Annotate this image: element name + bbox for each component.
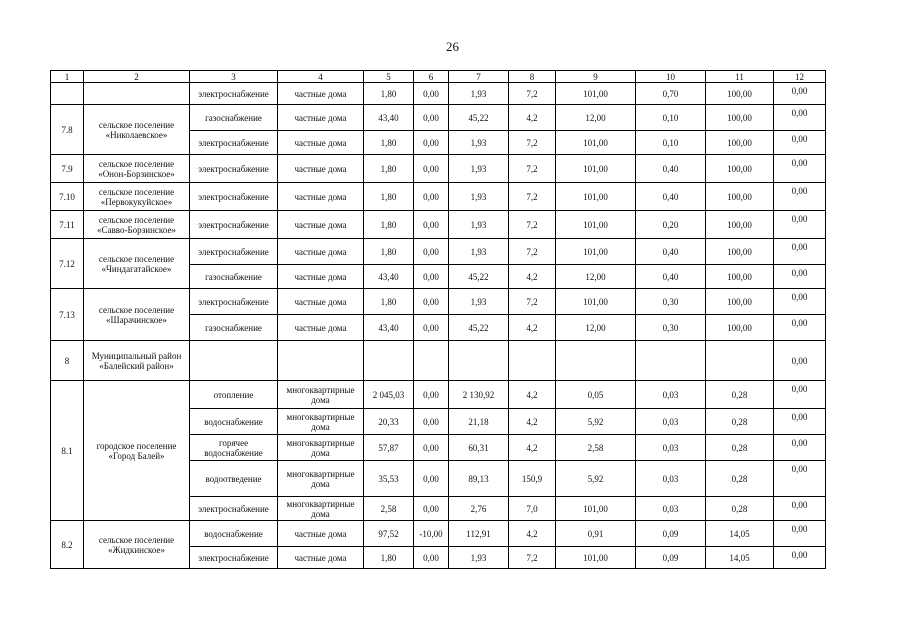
table-cell: 1,93 [449,239,509,265]
table-cell: 45,22 [449,105,509,131]
table-cell: частные дома [278,131,364,155]
table-cell: частные дома [278,83,364,105]
table-cell: 0,91 [556,521,636,547]
table-cell: 14,05 [706,547,774,569]
table-cell: 45,22 [449,315,509,341]
table-cell: 7,0 [509,497,556,521]
table-cell: 0,00 [774,289,826,315]
table-cell: частные дома [278,155,364,183]
table-cell: 100,00 [706,265,774,289]
table-cell [364,341,414,381]
table-cell: 0,28 [706,497,774,521]
table-cell: горячее водоснабжение [190,435,278,461]
table-cell: 0,03 [636,461,706,497]
table-cell: 2 045,03 [364,381,414,409]
settlement-name-cell: сельское поселение «Первокукуйское» [84,183,190,211]
row-number-cell: 8.2 [51,521,84,569]
table-cell: 14,05 [706,521,774,547]
table-row [51,155,826,183]
table-cell: электроснабжение [190,211,278,239]
table-cell: частные дома [278,315,364,341]
table-cell: 0,00 [414,435,449,461]
table-cell: 0,00 [774,239,826,265]
table-cell: многоквартирные дома [278,497,364,521]
table-cell [278,341,364,381]
page-number: 26 [446,39,459,54]
table-cell: 1,80 [364,239,414,265]
table-cell: 0,40 [636,155,706,183]
table-cell: 2,58 [556,435,636,461]
row-number-cell: 7.10 [51,183,84,211]
table-cell: 43,40 [364,265,414,289]
table-cell: 101,00 [556,83,636,105]
table-cell: 0,03 [636,435,706,461]
table-cell: 0,03 [636,381,706,409]
table-row [51,521,826,547]
table-cell: 0,28 [706,435,774,461]
table-cell: 43,40 [364,315,414,341]
table-cell: 1,93 [449,83,509,105]
table-cell: 0,00 [774,521,826,547]
table-cell: 0,40 [636,183,706,211]
row-number-cell: 8 [51,341,84,381]
table-cell: 7,2 [509,155,556,183]
table-cell: 1,93 [449,131,509,155]
column-header: 1 [51,71,84,83]
table-cell: 1,93 [449,289,509,315]
table-cell [509,341,556,381]
table-cell: 101,00 [556,155,636,183]
table-cell: электроснабжение [190,183,278,211]
table-cell: 0,00 [774,211,826,239]
row-number-cell: 7.9 [51,155,84,183]
table-cell: 0,30 [636,289,706,315]
table-cell: 0,00 [774,409,826,435]
table-cell [706,341,774,381]
table-cell: многоквартирные дома [278,409,364,435]
column-header: 10 [636,71,706,83]
table-cell: 0,00 [774,461,826,497]
table-cell: 0,00 [774,381,826,409]
table-cell: 0,00 [414,183,449,211]
table-cell: 0,00 [414,547,449,569]
table-cell: 100,00 [706,211,774,239]
table-cell: 0,10 [636,105,706,131]
table-cell: газоснабжение [190,315,278,341]
table-cell: многоквартирные дома [278,381,364,409]
table-cell: 0,28 [706,461,774,497]
table-cell: 20,33 [364,409,414,435]
settlement-name-cell: сельское поселение «Чиндагатайское» [84,239,190,289]
table-cell: 0,00 [414,461,449,497]
table-cell: 100,00 [706,183,774,211]
table-cell: водоотведение [190,461,278,497]
table-cell [449,341,509,381]
table-cell: 101,00 [556,289,636,315]
table-cell: 0,00 [414,409,449,435]
row-number-cell: 7.12 [51,239,84,289]
table-cell: газоснабжение [190,105,278,131]
table-cell: 43,40 [364,105,414,131]
table-cell: 1,93 [449,155,509,183]
table-cell: 0,28 [706,381,774,409]
table-cell: 0,00 [414,265,449,289]
table-cell: 35,53 [364,461,414,497]
table-cell: 0,20 [636,211,706,239]
table-cell: 0,00 [414,105,449,131]
table-cell [636,341,706,381]
table-cell: 1,80 [364,211,414,239]
table-cell: электроснабжение [190,155,278,183]
table-cell: 150,9 [509,461,556,497]
table-cell: 89,13 [449,461,509,497]
table-cell: 0,00 [774,315,826,341]
table-cell: частные дома [278,211,364,239]
table-cell: 0,00 [774,155,826,183]
table-cell: частные дома [278,289,364,315]
table-cell: 45,22 [449,265,509,289]
settlement-name-cell: сельское поселение «Жидкинское» [84,521,190,569]
table-cell: 0,00 [774,105,826,131]
table-cell: 112,91 [449,521,509,547]
table-cell: 0,40 [636,265,706,289]
settlement-name-cell: сельское поселение «Савво-Борзинское» [84,211,190,239]
table-cell: 1,80 [364,83,414,105]
table-cell: 101,00 [556,239,636,265]
table-cell: 0,00 [774,265,826,289]
table-row [51,341,826,381]
table-cell: 0,30 [636,315,706,341]
table-cell: 2,58 [364,497,414,521]
table-cell: -10,00 [414,521,449,547]
table-cell: 0,03 [636,409,706,435]
table-cell: 100,00 [706,105,774,131]
table-cell: электроснабжение [190,547,278,569]
table-cell: 21,18 [449,409,509,435]
table-cell: 12,00 [556,315,636,341]
settlement-name-cell: сельское поселение «Шарачинское» [84,289,190,341]
table-cell: 4,2 [509,105,556,131]
table-cell: электроснабжение [190,131,278,155]
table-cell: 4,2 [509,435,556,461]
column-header: 7 [449,71,509,83]
table-cell: 1,93 [449,183,509,211]
table-cell: 100,00 [706,155,774,183]
table-cell: 0,05 [556,381,636,409]
table-cell: 1,80 [364,183,414,211]
table-cell: 100,00 [706,131,774,155]
table-cell: 0,00 [774,131,826,155]
table-cell: 4,2 [509,381,556,409]
row-number-cell: 7.13 [51,289,84,341]
table-row [51,211,826,239]
table-cell: 60,31 [449,435,509,461]
table-cell: многоквартирные дома [278,461,364,497]
table-cell: 0,28 [706,409,774,435]
table-cell: 4,2 [509,409,556,435]
column-header: 8 [509,71,556,83]
table-cell: частные дома [278,239,364,265]
table-cell: 7,2 [509,547,556,569]
table-cell: 100,00 [706,83,774,105]
table-cell: 4,2 [509,315,556,341]
table-cell: 0,09 [636,547,706,569]
table-cell: 7,2 [509,183,556,211]
table-cell: 4,2 [509,265,556,289]
table-cell: 101,00 [556,211,636,239]
table-cell: 97,52 [364,521,414,547]
table-cell: 0,00 [414,211,449,239]
column-header: 2 [84,71,190,83]
table-cell: 7,2 [509,131,556,155]
table-cell: 0,00 [414,381,449,409]
table-cell: 1,80 [364,131,414,155]
table-row [51,289,826,315]
table-cell: 1,80 [364,547,414,569]
table-cell: электроснабжение [190,239,278,265]
table-cell: 0,09 [636,521,706,547]
table-cell: 0,00 [414,315,449,341]
table-cell: 7,2 [509,289,556,315]
table-cell: 0,00 [774,547,826,569]
column-header: 12 [774,71,826,83]
table-cell: частные дома [278,265,364,289]
table-cell: 100,00 [706,289,774,315]
table-cell [414,341,449,381]
table-cell: электроснабжение [190,497,278,521]
settlement-name-cell: сельское поселение «Николаевское» [84,105,190,155]
table-cell: 0,03 [636,497,706,521]
table-cell: отопление [190,381,278,409]
settlement-name-cell: Муниципальный район «Балейский район» [84,341,190,381]
table-cell: 101,00 [556,183,636,211]
table-cell: 0,00 [774,435,826,461]
table-cell: водоснабжение [190,521,278,547]
table-cell: 57,87 [364,435,414,461]
table-cell: 101,00 [556,131,636,155]
table-cell: частные дома [278,521,364,547]
table-cell: частные дома [278,547,364,569]
table-cell: 7,2 [509,211,556,239]
column-header: 3 [190,71,278,83]
table-cell: частные дома [278,183,364,211]
table-cell: 0,00 [414,239,449,265]
table-cell: газоснабжение [190,265,278,289]
table-cell: 0,00 [414,131,449,155]
table-row [51,105,826,131]
settlement-name-cell: городское поселение «Город Балей» [84,381,190,521]
column-header: 9 [556,71,636,83]
table-cell: 1,80 [364,155,414,183]
table-row [51,83,826,105]
table-cell: 5,92 [556,409,636,435]
table-cell: 1,80 [364,289,414,315]
row-number-cell: 8.1 [51,381,84,521]
table-cell: 100,00 [706,239,774,265]
column-header: 4 [278,71,364,83]
table-cell: 101,00 [556,497,636,521]
table-cell: 0,00 [414,83,449,105]
table-row [51,183,826,211]
row-number-cell: 7.8 [51,105,84,155]
table-cell: 7,2 [509,83,556,105]
table-cell: 0,00 [774,341,826,381]
row-number-cell: 7.11 [51,211,84,239]
table-cell: электроснабжение [190,289,278,315]
table-cell: многоквартирные дома [278,435,364,461]
table-cell: 1,93 [449,547,509,569]
settlement-name-cell [84,83,190,105]
table-cell [190,341,278,381]
table-cell: 100,00 [706,315,774,341]
row-number-cell [51,83,84,105]
table-body [51,71,826,569]
table-cell: 2,76 [449,497,509,521]
table-cell: 7,2 [509,239,556,265]
table-cell: 0,70 [636,83,706,105]
table-cell: 0,00 [414,289,449,315]
table-cell [556,341,636,381]
settlement-name-cell: сельское поселение «Онон-Борзинское» [84,155,190,183]
table-row [51,239,826,265]
table-cell: электроснабжение [190,83,278,105]
table-cell: 12,00 [556,265,636,289]
table-cell: 5,92 [556,461,636,497]
table-cell: 0,40 [636,239,706,265]
header-row [51,71,826,83]
column-header: 6 [414,71,449,83]
table-cell: 0,00 [774,83,826,105]
table-cell: 0,10 [636,131,706,155]
table-cell: 1,93 [449,211,509,239]
column-header: 11 [706,71,774,83]
table-cell: 101,00 [556,547,636,569]
table-cell: 12,00 [556,105,636,131]
table-cell: водоснабжение [190,409,278,435]
tariff-table [50,70,826,569]
table-cell: 0,00 [774,183,826,211]
table-cell: 2 130,92 [449,381,509,409]
table-row [51,381,826,409]
table-cell: 0,00 [414,497,449,521]
table-cell: частные дома [278,105,364,131]
table-cell: 0,00 [414,155,449,183]
column-header: 5 [364,71,414,83]
table-cell: 0,00 [774,497,826,521]
table-cell: 4,2 [509,521,556,547]
